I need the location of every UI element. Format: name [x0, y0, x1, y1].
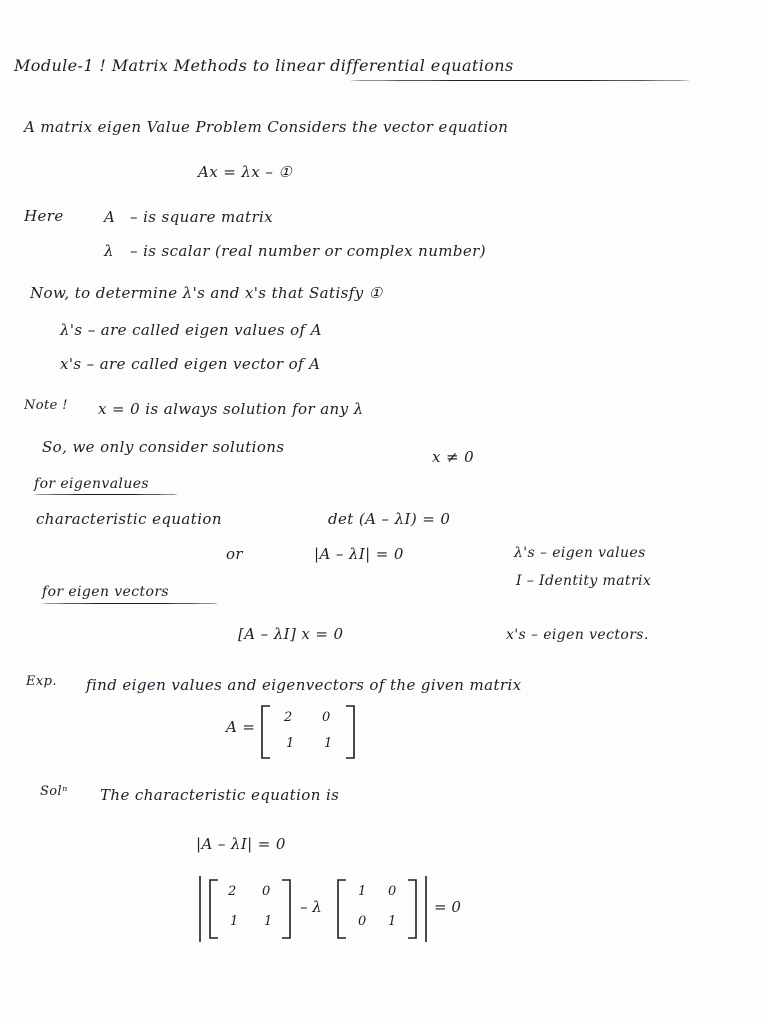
matrix-a-cell: 2	[284, 710, 293, 725]
matrix-a-cell: 1	[286, 736, 295, 751]
x-called-line: x's – are called eigen vector of A	[60, 355, 321, 373]
equals-zero: = 0	[434, 898, 461, 916]
matrix-a	[258, 702, 358, 762]
matrix-a-cell: 1	[264, 914, 273, 929]
identity-cell: 0	[358, 914, 367, 929]
matrix-a-cell: 1	[230, 914, 239, 929]
eigenvalues-underline	[34, 494, 178, 495]
identity-legend: I – Identity matrix	[516, 573, 652, 589]
eigenvectors-underline	[42, 603, 218, 604]
identity-cell: 0	[388, 884, 397, 899]
vector-equation: [A – λI] x = 0	[238, 625, 344, 643]
lambda-called-line: λ's – are called eigen values of A	[60, 321, 322, 339]
matrix-a-label: A =	[226, 718, 256, 736]
intro-line: A matrix eigen Value Problem Considers the vector equation	[24, 118, 509, 136]
example-label: Exp.	[26, 674, 57, 689]
for-eigenvalues-heading: for eigenvalues	[34, 476, 149, 492]
note-text: x = 0 is always solution for any λ	[98, 400, 364, 418]
determinant-expression	[196, 872, 486, 946]
def-a-text: – is square matrix	[130, 208, 274, 226]
or-label: or	[226, 545, 244, 563]
page-title: Module-1 ! Matrix Methods to linear differential equations	[14, 56, 514, 75]
identity-cell: 1	[388, 914, 397, 929]
def-lambda-text: – is scalar (real number or complex number)	[130, 242, 486, 260]
matrix-a-cell: 0	[262, 884, 271, 899]
so-condition: x ≠ 0	[432, 448, 475, 466]
for-eigenvectors-heading: for eigen vectors	[42, 584, 169, 600]
matrix-a-cell: 2	[228, 884, 237, 899]
now-line: Now, to determine λ's and x's that Satisfy ①	[30, 284, 383, 302]
so-text: So, we only consider solutions	[42, 438, 285, 456]
solution-text: The characteristic equation is	[100, 786, 340, 804]
solution-equation: |A – λI| = 0	[196, 835, 286, 853]
matrix-a-cell: 0	[322, 710, 331, 725]
solution-label: Solⁿ	[40, 784, 68, 799]
char-eq-alt: |A – λI| = 0	[314, 545, 404, 563]
char-eq-label: characteristic equation	[36, 510, 222, 528]
x-legend: x's – eigen vectors.	[506, 627, 649, 643]
identity-cell: 1	[358, 884, 367, 899]
example-text: find eigen values and eigenvectors of the given matrix	[86, 676, 522, 694]
equation-1: Ax = λx – ①	[198, 163, 293, 181]
here-label: Here	[24, 207, 64, 225]
char-eq: det (A – λI) = 0	[328, 510, 451, 528]
def-a-symbol: A	[104, 208, 116, 226]
note-label: Note !	[24, 398, 68, 413]
minus-lambda: – λ	[300, 898, 322, 916]
def-lambda-symbol: λ	[104, 242, 114, 260]
matrix-a-brackets	[258, 702, 358, 762]
lambda-legend: λ's – eigen values	[514, 545, 646, 561]
matrix-a-cell: 1	[324, 736, 333, 751]
title-underline	[350, 80, 690, 81]
